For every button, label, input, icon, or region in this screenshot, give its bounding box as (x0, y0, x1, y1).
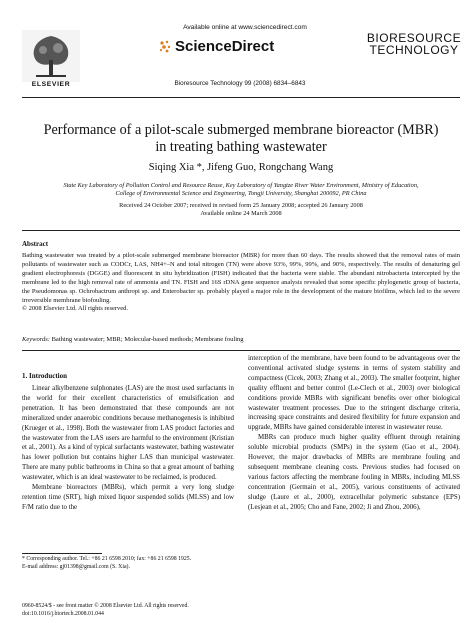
abstract-body (22, 252, 460, 314)
article-title (22, 122, 460, 156)
keywords-label: Keywords: (22, 336, 50, 343)
keywords (22, 336, 460, 343)
footnote-divider (22, 553, 102, 554)
corresponding-footnote (22, 556, 234, 571)
journal-citation: Bioresource Technology 99 (2008) 6834–6843 (174, 80, 306, 87)
elsevier-tree-logo (22, 30, 80, 82)
corresponding-author: * Corresponding author. Tel.: +86 21 6598 2010; fax: +86 21 6598 1925. (22, 556, 192, 562)
abstract-heading: Abstract (22, 240, 49, 248)
article-dates (22, 202, 460, 218)
intro-right-column (248, 354, 460, 513)
intro-paragraph-4: MBRs can produce much higher quality effluent through retaining soluble microbial products (SMPs) in the system (Gao et al., 2004). However, the major drawbacks of MBRs are membrane fouling and subsequent membrane cleaning costs. Previous studies had focused on various factors affecting the membrane fouling in MBRs, including MLSS concentration (Germain et al., 2005), various constituents of activated sludge (Laure et al., 2000), extracellular polymeric substance (EPS) (Lesjean et al., 2005; Cho and Fane, 2002; Ji and Zhou, 2006), (248, 434, 460, 511)
front-matter (22, 603, 262, 618)
copyright: © 2008 Elsevier Ltd. All rights reserved. (22, 305, 129, 313)
title-line-1: Performance of a pilot-scale submerged membrane bioreactor (MBR) (43, 122, 439, 138)
doi-line[interactable]: doi:10.1016/j.biortech.2008.01.044 (22, 610, 104, 617)
received-dates: Received 24 October 2007; received in revised form 25 January 2008; accepted 26 January 2008 (119, 202, 363, 209)
sciencedirect-brand: ScienceDirect (175, 38, 275, 55)
affiliation (22, 182, 460, 198)
sciencedirect-icon (158, 39, 172, 53)
abstract-top-divider (22, 230, 460, 231)
intro-paragraph-2: Membrane bioreactors (MBRs), which permit a very long sludge retention time (SRT), high mixed liquor suspended solids (MLSS) and low F/M ratio due to the (22, 484, 234, 511)
publisher-name: ELSEVIER (31, 81, 71, 88)
intro-paragraph-3: interception of the membrane, have been found to be advantageous over the conventional activated sludge systems in terms of system stability and compactness (Cicek, 2003; Zhang et al., 2003). The smaller footprint, higher quality effluent and better control (Le-Clech et al., 2003) over biological conditions provide MBRs with significant benefits over other biological wastewater treatment processes. Due to the stringent discharge criteria, increasing space constraints and desired flexibility for future expansion and upgrade, MBRs have gained considerable interest in wastewater reuse. (248, 355, 460, 432)
section-heading-introduction: 1. Introduction (22, 372, 67, 380)
email-address[interactable]: E-mail address: gj01398@gmail.com (S. Xia). (22, 563, 130, 570)
journal-logo (366, 32, 462, 56)
header-divider (22, 97, 460, 98)
journal-name-line2: TECHNOLOGY (369, 43, 459, 57)
authors: Siqing Xia *, Jifeng Guo, Rongchang Wang (148, 162, 334, 173)
issn-line: 0960-8524/$ - see front matter © 2008 Elsevier Ltd. All rights reserved. (22, 603, 189, 609)
abstract-text: Bathing wastewater was treated by a pilot-scale submerged membrane bioreactor (MBR) for more than 60 days. The results showed that the removal rates of main pollutants of wastewater such as CODCr, LAS, NH4+–N and total nitrogen (TN) were above 93%, 99%, 99%, and 90%, respectively. The results of denaturing gel gradient electrophoresis (DGGE) and fluorescent in situ hybridization (FISH) indicated that the bacteria were stable. The abundant nitrobacteria intercepted by the membrane led to the high removal rate of ammonia and TN. FISH and 16S rDNA gene sequence analysis revealed that some specific phylogenetic group of bacteria, the Pseudomonas sp. Ochrobactrum anthropi sp. and Enterobacter sp. probably played a major role in the development of the mature biofilms, which led to the severe irreversible membrane biofouling. (22, 252, 460, 304)
intro-left-column (22, 384, 234, 513)
keywords-list: Bathing wastewater; MBR; Molecular-based methods; Membrane fouling (51, 336, 244, 343)
abstract-bottom-divider (22, 350, 460, 351)
affiliation-line-2: College of Environmental Science and Engineering, Tongji University, Shanghai 200092, PR China (115, 190, 367, 197)
title-line-2: in treating bathing wastewater (155, 139, 327, 155)
intro-paragraph-1: Linear alkylbenzene sulphonates (LAS) are the most used surfactants in the world for their excellent characteristics of emulsification and penetration. It has been demonstrated that these compounds are not mineralized under anaerobic conditions because methanogenesis is inhibited (Krueger et al., 1998). Both the wastewater from LAS product factories and the wastewater from the LAS users are harmful to the environment (Kristian et al., 2001). As a kind of typical surfactants wastewater, bathing wastewater has lower pollution but contains higher LAS than municipal wastewater. There are many public bathrooms in China so that a great amount of bathing wastewater, which is an ideal wastewater to be reclaimed, is produced. (22, 385, 234, 482)
journal-name-line1: BIORESOURCE (366, 31, 462, 45)
available-date: Available online 24 March 2008 (200, 210, 282, 217)
available-online[interactable]: Available online at www.sciencedirect.com (183, 24, 307, 31)
affiliation-line-1: State Key Laboratory of Pollution Control and Resource Reuse, Key Laboratory of Yangtze River Water Environment, Ministry of Education, (63, 182, 419, 189)
